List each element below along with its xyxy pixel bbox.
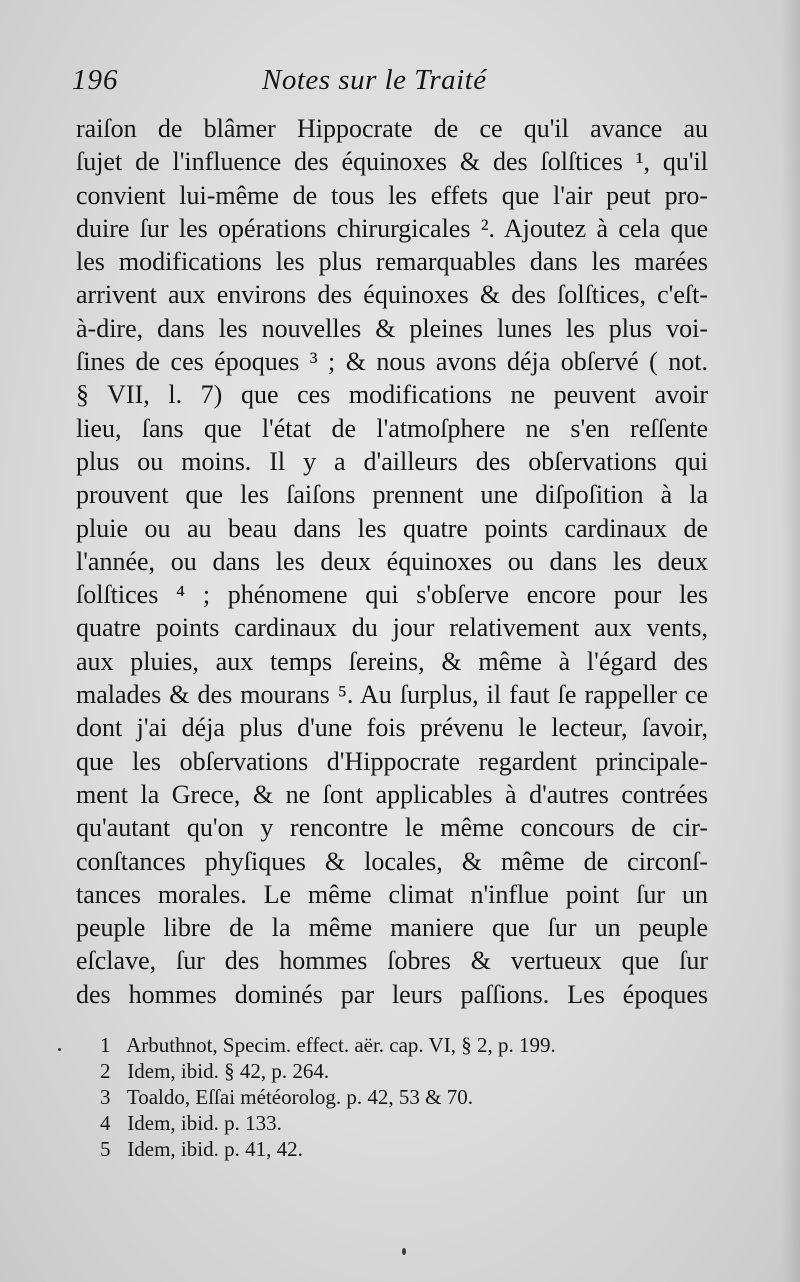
text-line: malades & des mourans ⁵. Au ſurplus, il faut ſe rappeller ce [76,680,708,710]
text-line: quatre points cardinaux du jour relativement aux vents, [76,613,708,643]
text-line: raiſon de blâmer Hippocrate de ce qu'il avance au [76,114,708,143]
text-line: duire ſur les opérations chirurgicales ². Ajoutez à cela que [76,213,708,243]
footnote-text: Idem, ibid. p. 133. [127,1111,282,1135]
paper-speck [58,1048,61,1051]
footnote-text: Arbuthnot, Specim. effect. aër. cap. VI, § 2, p. 199. [126,1033,556,1057]
text-line: ſines de ces époques ³ ; & nous avons déja obſervé ( not. [76,347,708,377]
text-line: convient lui-même de tous les effets que l'air peut pro- [76,180,708,210]
footnote-item [100,1110,660,1136]
running-title: Notes sur le Traité [262,64,487,96]
footnote-number: 5 [100,1137,111,1161]
paper-speck [402,1248,406,1255]
page-edge-shadow [782,0,800,1282]
text-line: ſolſtices ⁴ ; phénomene qui s'obſerve encore pour les [76,580,708,610]
footnote-item [100,1058,660,1084]
text-line: des hommes dominés par leurs paſſions. Les époques [76,979,708,1009]
text-line: les modifications les plus remarquables dans les marées [76,247,708,277]
text-line: peuple libre de la même maniere que ſur un peuple [76,913,708,943]
text-line: eſclave, ſur des hommes ſobres & vertueux que ſur [76,946,708,976]
footnote-text: Idem, ibid. § 42, p. 264. [127,1059,330,1083]
text-line: ment la Grece, & ne ſont applicables à d'autres contrées [76,779,708,809]
footnote-item [100,1136,660,1162]
text-line: pluie ou au beau dans les quatre points cardinaux de [76,513,708,543]
footnote-number: 2 [100,1059,111,1083]
text-line: dont j'ai déja plus d'une fois prévenu le lecteur, ſavoir, [76,713,708,743]
text-line: que les obſervations d'Hippocrate regardent principale- [76,746,708,776]
footnote-item [100,1032,660,1058]
text-line: l'année, ou dans les deux équinoxes ou dans les deux [76,546,708,576]
text-line: ſujet de l'influence des équinoxes & des ſolſtices ¹, qu'il [76,147,708,177]
text-line: qu'autant qu'on y rencontre le même concours de cir- [76,813,708,843]
text-line: tances morales. Le même climat n'influe point ſur un [76,879,708,909]
footnotes [100,1032,660,1162]
footnote-item [100,1084,660,1110]
text-line: § VII, l. 7) que ces modifications ne peuvent avoir [76,380,708,410]
page-header [72,64,732,104]
text-line: conſtances phyſiques & locales, & même de circonſ- [76,846,708,876]
text-line: à-dire, dans les nouvelles & pleines lunes les plus voi- [76,313,708,343]
text-line: aux pluies, aux temps ſereins, & même à l'égard des [76,646,708,676]
text-line: prouvent que les ſaiſons prennent une diſpoſition à la [76,480,708,510]
text-line: plus ou moins. Il y a d'ailleurs des obſervations qui [76,446,708,476]
footnote-text: Toaldo, Eſſai météorolog. p. 42, 53 & 70. [126,1085,474,1109]
page-number: 196 [72,64,119,96]
footnote-number: 4 [100,1111,111,1135]
footnote-number: 1 [100,1033,111,1057]
text-line: lieu, ſans que l'état de l'atmoſphere ne s'en reſſente [76,413,708,443]
text-line: arrivent aux environs des équinoxes & des ſolſtices, c'eſt- [76,280,708,310]
footnote-text: Idem, ibid. p. 41, 42. [127,1137,303,1161]
main-text [76,112,708,1011]
footnote-number: 3 [100,1085,111,1109]
